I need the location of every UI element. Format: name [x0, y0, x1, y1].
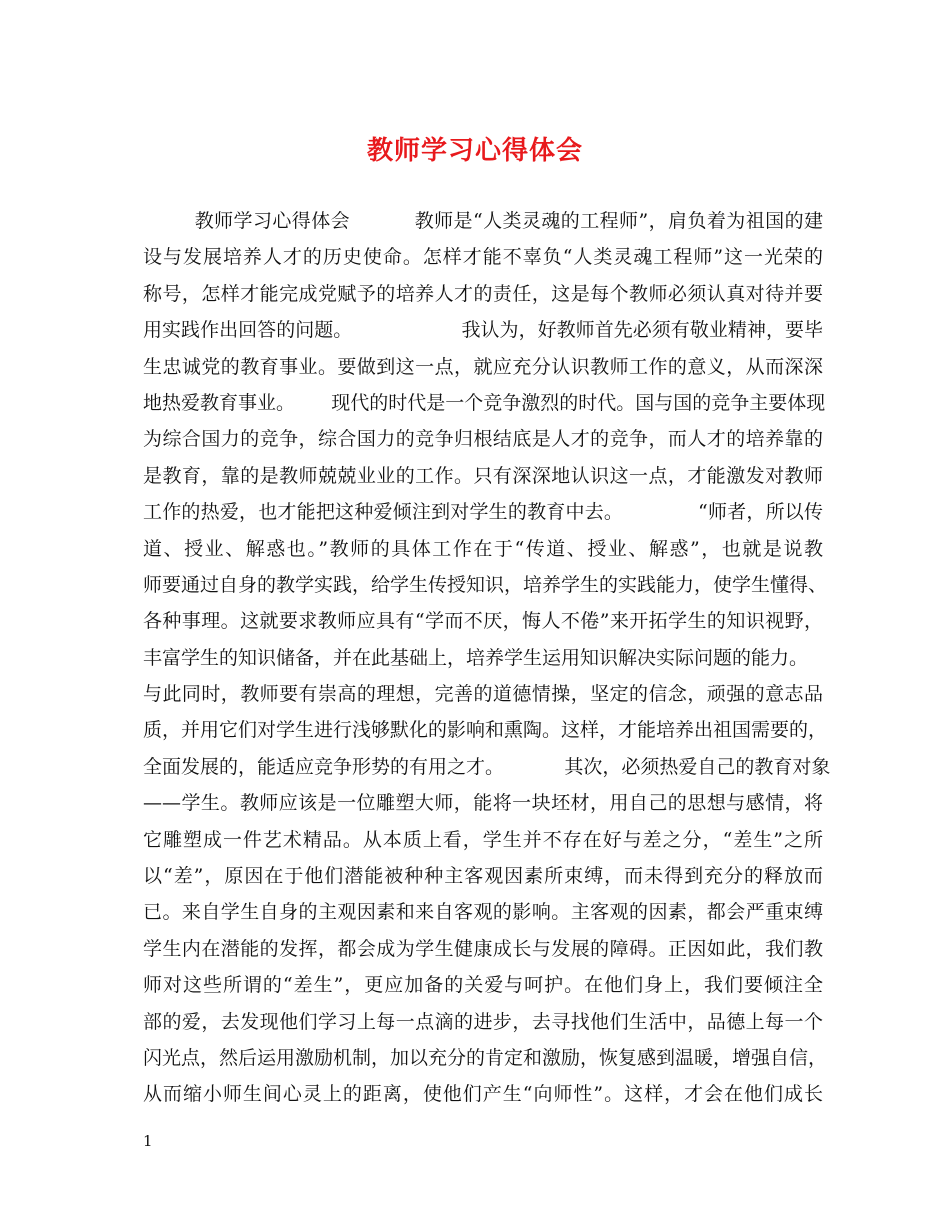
body-line: 它雕塑成一件艺术精品。从本质上看，学生并不存在好与差之分，“差生”之所 — [143, 828, 823, 851]
body-line: 用实践作出回答的问题。 我认为，好教师首先必须有敬业精神，要毕 — [143, 319, 823, 342]
body-line: 丰富学生的知识储备，并在此基础上，培养学生运用知识解决实际问题的能力。 — [143, 646, 809, 669]
body-line: 称号，怎样才能完成党赋予的培养人才的责任，这是每个教师必须认真对待并要 — [143, 282, 823, 305]
body-line: 为综合国力的竞争，综合国力的竞争归根结底是人才的竞争，而人才的培养靠的 — [143, 428, 823, 451]
document-body — [143, 203, 831, 1113]
body-line: 设与发展培养人才的历史使命。怎样才能不辜负“人类灵魂工程师”这一光荣的 — [143, 246, 823, 269]
body-line: 道、授业、解惑也。”教师的具体工作在于“传道、授业、解惑”，也就是说教 — [143, 537, 823, 560]
body-line: 学生内在潜能的发挥，都会成为学生健康成长与发展的障碍。正因如此，我们教 — [143, 937, 823, 960]
body-line: ——学生。教师应该是一位雕塑大师，能将一块坯材，用自己的思想与感情，将 — [143, 792, 823, 815]
body-line: 全面发展的，能适应竞争形势的有用之才。 其次，必须热爱自己的教育对象 — [143, 755, 831, 778]
body-line: 是教育，靠的是教师兢兢业业的工作。只有深深地认识这一点，才能激发对教师 — [143, 464, 823, 487]
body-line: 师对这些所谓的“差生”，更应加备的关爱与呵护。在他们身上，我们要倾注全 — [143, 974, 823, 997]
body-line: 从而缩小师生间心灵上的距离，使他们产生“向师性”。这样，才会在他们成长 — [143, 1083, 823, 1106]
body-line: 各种事理。这就要求教师应具有“学而不厌，悔人不倦”来开拓学生的知识视野， — [143, 610, 823, 633]
body-line: 质，并用它们对学生进行浅够默化的影响和熏陶。这样，才能培养出祖国需要的， — [143, 719, 828, 742]
body-line: 生忠诚党的教育事业。要做到这一点，就应充分认识教师工作的意义，从而深深 — [143, 355, 823, 378]
body-line: 以“差”，原因在于他们潜能被种种主客观因素所束缚，而未得到充分的释放而 — [143, 865, 823, 888]
page-number: 1 — [143, 1132, 153, 1150]
body-line: 工作的热爱，也才能把这种爱倾注到对学生的教育中去。 “师者，所以传 — [143, 501, 823, 524]
body-line: 部的爱，去发现他们学习上每一点滴的进步，去寻找他们生活中，品德上每一个 — [143, 1010, 823, 1033]
body-line: 与此同时，教师要有崇高的理想，完善的道德情操，坚定的信念，顽强的意志品 — [143, 683, 823, 706]
body-line: 闪光点，然后运用激励机制，加以充分的肯定和激励，恢复感到温暖，增强自信， — [143, 1046, 828, 1069]
body-line: 教师学习心得体会 教师是“人类灵魂的工程师”，肩负着为祖国的建 — [143, 210, 823, 232]
document-title: 教师学习心得体会 — [366, 136, 583, 166]
body-line: 已。来自学生自身的主观因素和来自客观的影响。主客观的因素，都会严重束缚 — [143, 901, 823, 924]
body-line: 地热爱教育事业。 现代的时代是一个竞争激烈的时代。国与国的竞争主要体现 — [143, 391, 826, 414]
body-line: 师要通过自身的教学实践，给学生传授知识，培养学生的实践能力，使学生懂得、 — [143, 573, 828, 596]
